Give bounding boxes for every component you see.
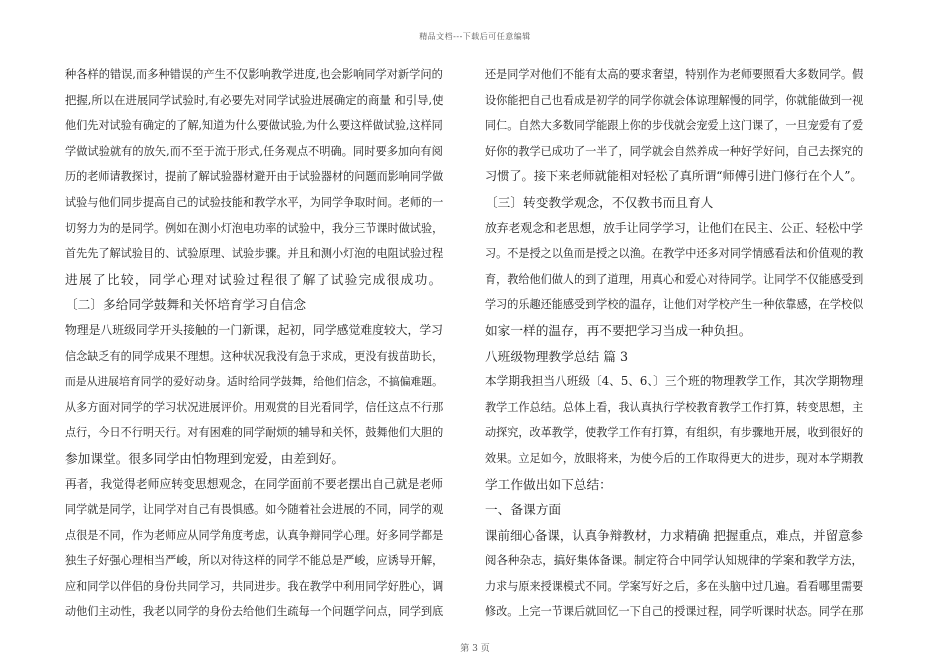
right-column [485, 62, 863, 625]
text-line: 阅各种杂志，搞好集体备课。制定符合中同学认知规律的学案和教学方法， [485, 553, 863, 568]
text-line: 八班级物理教学总结 篇 3 [485, 348, 629, 364]
text-line: 习惯了。接下来老师就能相对轻松了真所谓“师傅引进门修行在个人”。 [485, 169, 863, 184]
text-line: 放弃老观念和老思想，放手让同学学习，让他们在民主、公正、轻松中学 [485, 220, 863, 235]
text-line: 力求与原来授课模式不同。学案写好之后，多在头脑中过几遍。看看哪里需要 [485, 579, 863, 593]
text-line: 〔三〕转变教学观念，不仅教书而且育人 [485, 194, 714, 210]
text-line: 如家一样的温存，再不要把学习当成一种负担。 [485, 322, 752, 338]
text-line: 〔二〕多给同学鼓舞和关怀培育学习自信念 [65, 297, 307, 313]
text-line: 效果。立足如今，放眼将来，为使今后的工作取得更大的进步，现对本学期教 [485, 451, 863, 465]
text-line: 学习的乐趣还能感受到学校的温存，让他们对学校产生一种依靠感，在学校似 [485, 298, 863, 312]
page-header: 精品文档---下载后可任意编辑 [419, 32, 531, 41]
text-line: 动他们主动性，我老以同学的身份去给他们生疏每一个问题学问点，同学到底 [65, 605, 443, 619]
text-line: 学工作做出如下总结： [485, 476, 612, 492]
text-line: 应和同学以伴侣的身份共同学习，共同进步。我在教学中利用同学好胜心，调 [65, 579, 443, 593]
text-line: 历的老师请教探讨，提前了解试验器材避开由于试验器材的问题而影响同学做 [65, 170, 443, 184]
text-line: 从多方面对同学的学习状况进展评价。用观赏的目光看同学，信任这点不行那 [65, 400, 443, 414]
text-line: 试验与他们同步提高自己的试验技能和教学水平，为同学争取时间。老师的一 [65, 195, 443, 209]
text-line: 点很是不同，作为老师应从同学角度考虑，认真争辩同学心理。好多同学都是 [65, 528, 443, 542]
text-line: 点行，今日不行明天行。对有困难的同学耐烦的辅导和关怀，鼓舞他们大胆的 [65, 426, 443, 440]
text-line: 独生子好强心理相当严峻，所以对待这样的同学不能总是严峻，应诱导开解， [65, 554, 443, 568]
text-line: 而是从进展培育同学的爱好动身。适时给同学鼓舞，给他们信念，不搞偏难题。 [65, 375, 443, 389]
text-line: 习。不是授之以鱼而是授之以渔。在教学中还多对同学情感看法和价值观的教 [485, 247, 863, 261]
text-line: 进展了比较，同学心理对试验过程很了解了试验完成很成功。 [65, 271, 443, 287]
text-line: 再者，我觉得老师应转变思想观念，在同学面前不要老摆出自己就是老师 [65, 476, 443, 491]
text-line: 本学期我担当八班级〔4、5、6、〕三个班的物理教学工作，其次学期物理 [485, 374, 863, 389]
text-line: 把握,所以在进展同学试验时,有必要先对同学试验进展确定的商量 和引导,使 [65, 92, 443, 107]
left-column [65, 62, 443, 625]
text-line: 参加课堂。很多同学由怕物理到宠爱，由差到好。 [65, 450, 345, 466]
text-line: 他们先对试验有确定的了解,知道为什么要做试验,为什么要这样做试验,这样同 [65, 119, 443, 133]
text-line: 动探究，改革教学，使教学工作有打算，有组织，有步骤地开展，收到很好的 [485, 426, 863, 440]
text-line: 教学工作总结。总体上看，我认真执行学校教育教学工作打算，转变思想，主 [485, 400, 863, 414]
text-line: 同仁。自然大多数同学能跟上你的步伐就会宠爱上这门课了，一旦宠爱有了爱 [485, 119, 863, 133]
text-line: 一、备课方面 [485, 502, 562, 518]
text-line: 物理是八班级同学开头接触的一门新课，起初，同学感觉难度较大，学习 [65, 322, 443, 337]
text-line: 信念缺乏有的同学成果不理想。这种状况我没有急于求成，更没有拔苗助长， [65, 349, 443, 363]
text-line: 还是同学对他们不能有太高的要求奢望，特别作为老师要照看大多数同学。假 [485, 68, 863, 81]
page-number: 第 3 页 [460, 644, 490, 654]
text-line: 首先先了解试验目的、试验原理、试验步骤。并且和测小灯泡的电阻试验过程 [65, 247, 443, 261]
text-line: 育，教给他们做人的到了道理，用真心和爱心对待同学。让同学不仅能感受到 [485, 272, 863, 286]
text-line: 课前细心备课，认真争辩教材，力求精确 把握重点，难点，并留意参 [485, 527, 863, 543]
text-line: 种各样的错误,而多种错误的产生不仅影响教学进度,也会影响同学对新学问的 [65, 68, 443, 81]
text-line: 修改。上完一节课后就回忆一下自己的授课过程，同学听课时状态。同学在那 [485, 605, 863, 619]
text-line: 好你的教学已成功了一半了，同学就会自然养成一种好学好问，自己去探究的 [485, 144, 863, 158]
text-line: 切努力为的是同学。例如在测小灯泡电功率的试验中，我分三节课时做试验， [65, 221, 443, 235]
text-line: 设你能把自己也看成是初学的同学你就会体谅理解慢的同学，你就能做到一视 [485, 93, 863, 107]
text-line: 学做试验就有的放矢,而不至于流于形式,任务观点不明确。同时要多加向有阅 [65, 144, 443, 158]
text-line: 同学就是同学，让同学对自己有畏惧感。如今随着社会进展的不同，同学的观 [65, 503, 443, 517]
